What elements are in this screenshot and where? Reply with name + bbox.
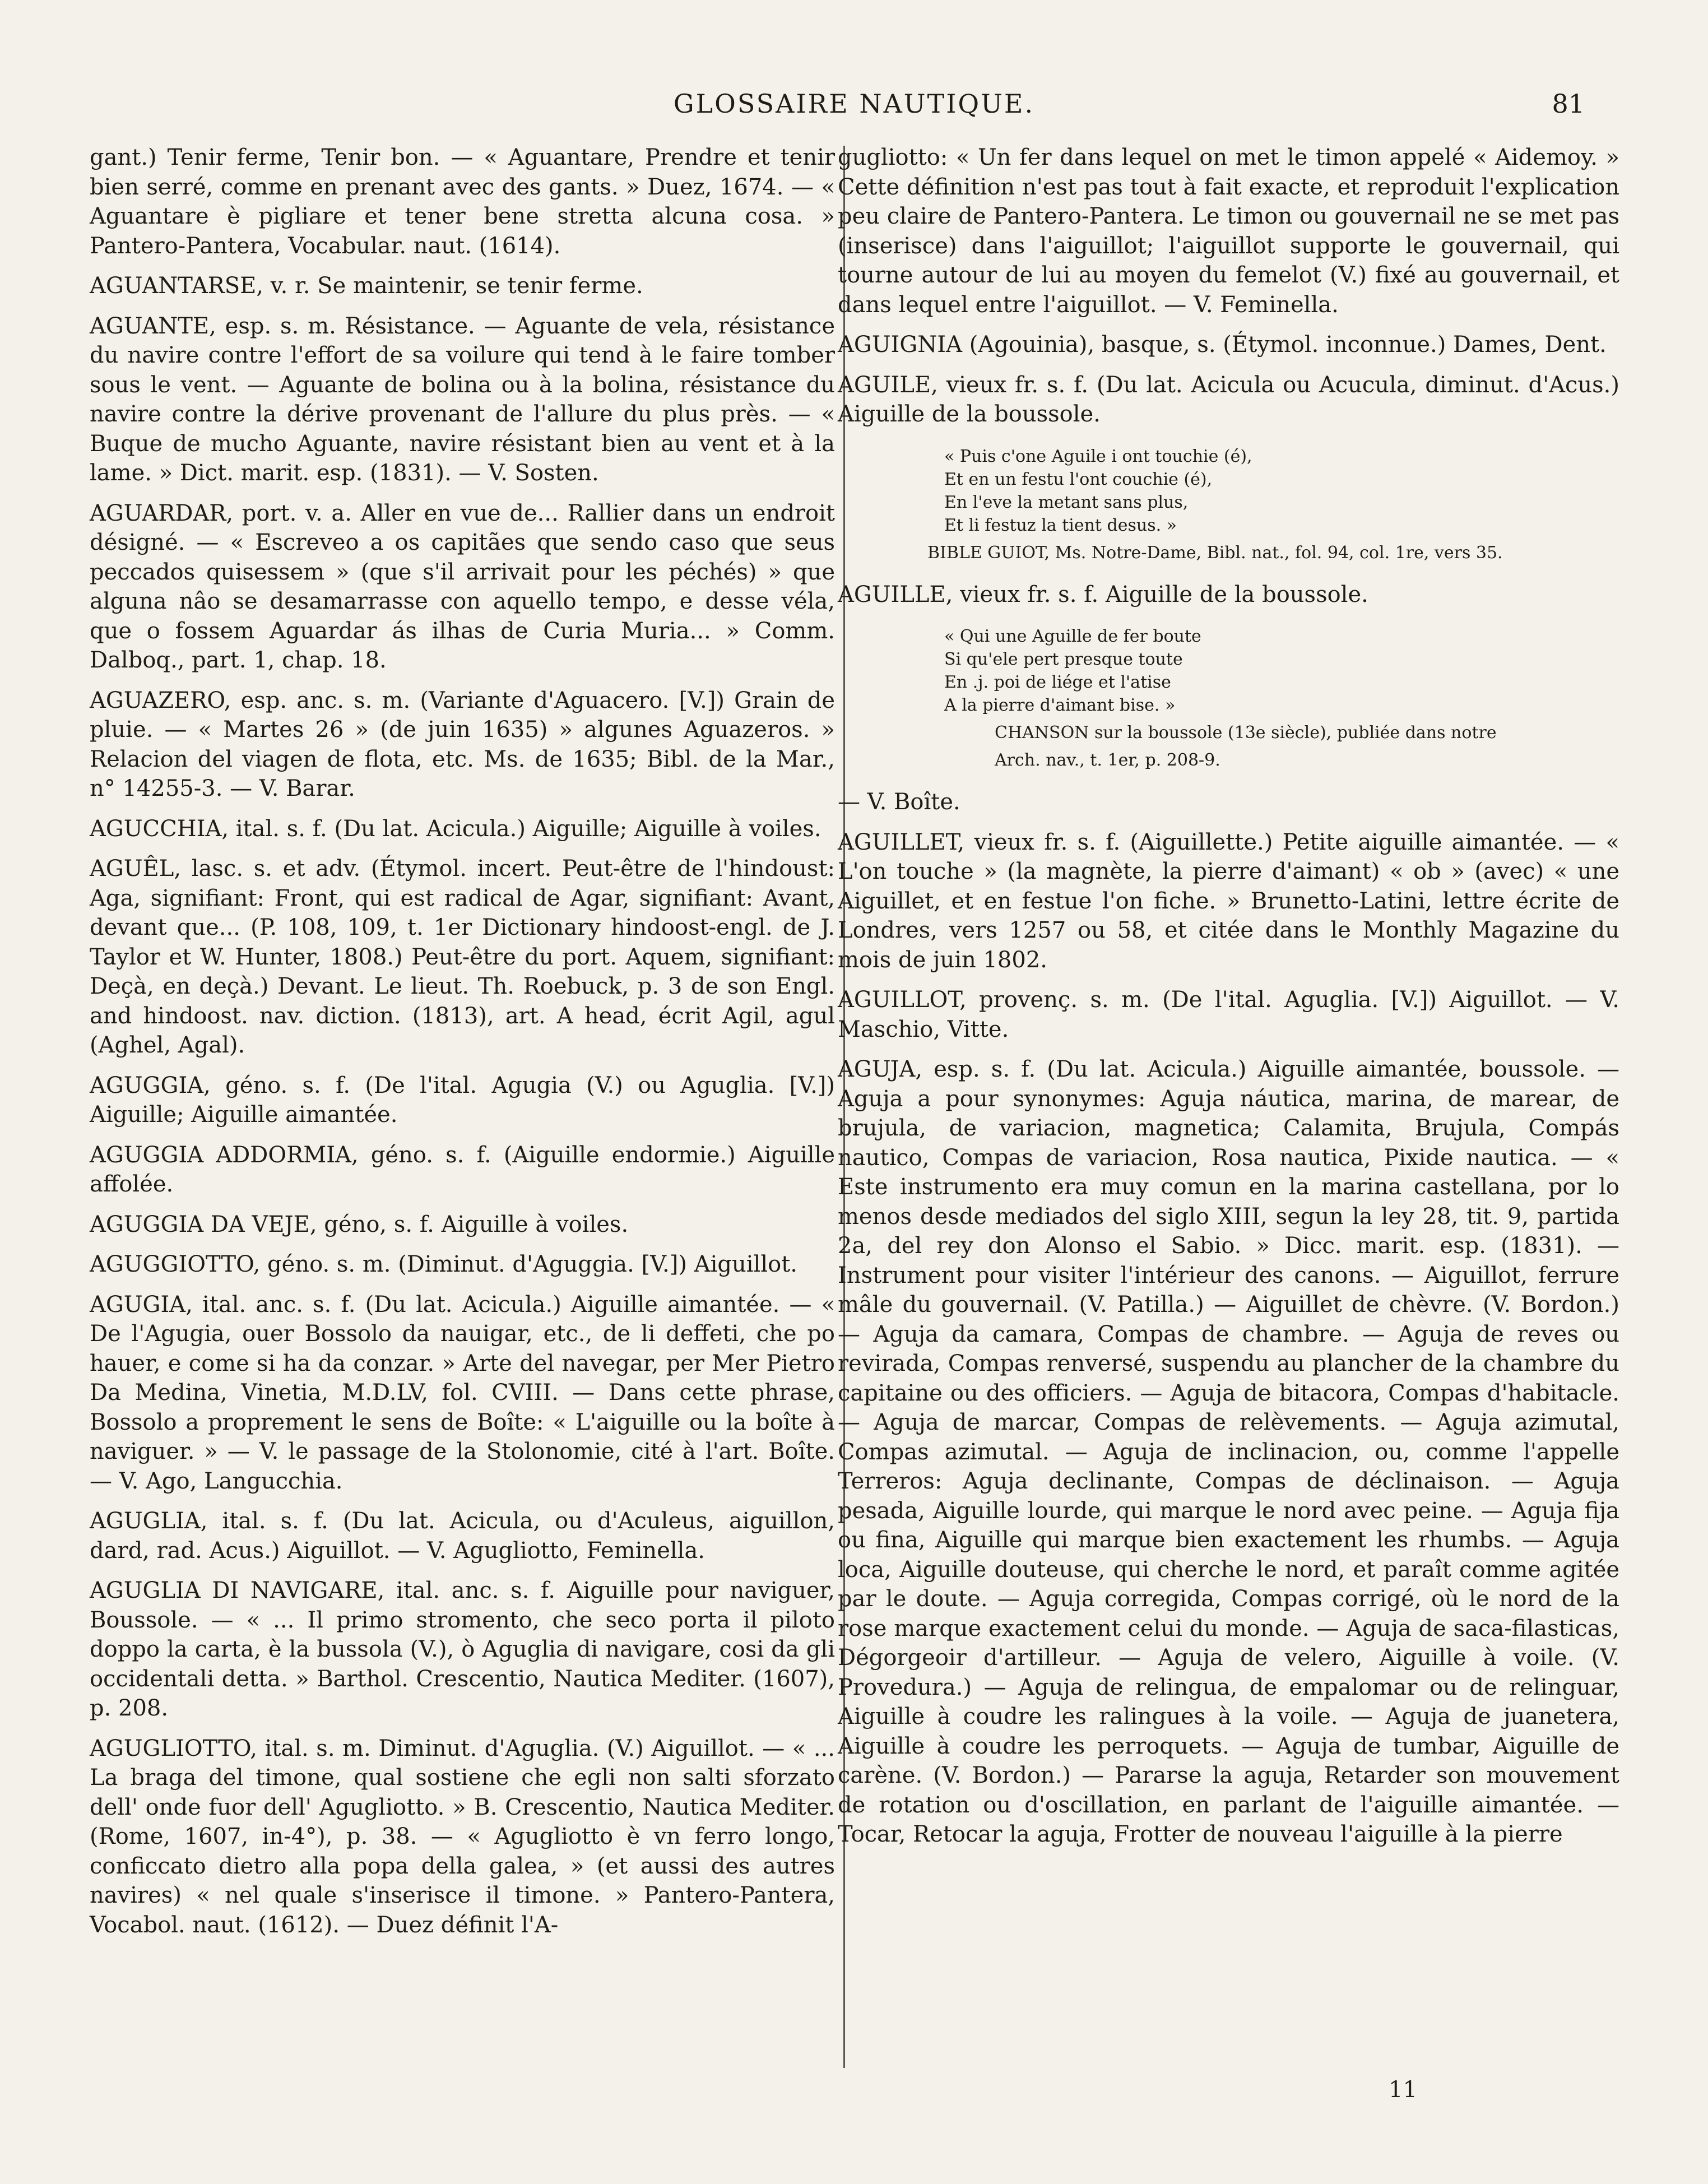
- right-column: [838, 143, 1619, 1860]
- entry: gant.) Tenir ferme, Tenir bon. — « Aguantare, Prendre et tenir bien serré, comme en prenant avec des gants. » Duez, 1674. — « Aguantare è pigliare et tener bene stretta alcuna cosa. » Pantero-Pantera, Vocabular. naut. (1614).: [90, 145, 835, 259]
- entry: AGUILE, vieux fr. s. f. (Du lat. Acicula ou Acucula, diminut. d'Acus.) Aiguille de la boussole.: [838, 372, 1619, 427]
- entry: AGUANTARSE, v. r. Se maintenir, se tenir ferme.: [90, 273, 643, 299]
- page-number: 81: [1552, 89, 1585, 119]
- entry: AGUJA, esp. s. f. (Du lat. Acicula.) Aiguille aimantée, boussole. — Aguja a pour synonymes: Aguja náutica, marina, de marear, de brujula, de variacion, magnetica; Calamita, Brujula, Compás nautico, Compas de variacion, Rosa nautica, Pixide nautica. — « Este instrumento era muy comun en la marina castellana, por lo menos desde mediados del siglo XIII, segun la ley 28, tit. 9, partida 2a, del rey don Alonso el Sabio. » Dicc. marit. esp. (1831). — Instrument pour visiter l'intérieur des canons. — Aiguillot, ferrure mâle du gouvernail. (V. Patilla.) — Aiguillet de chèvre. (V. Bordon.) — Aguja da camara, Compas de chambre. — Aguja de reves ou revirada, Compas renversé, suspendu au plancher de la chambre du capitaine ou des officiers. — Aguja de bitacora, Compas d'habitacle. — Aguja de marcar, Compas de relèvements. — Aguja azimutal, Compas azimutal. — Aguja de inclinacion, ou, comme l'appelle Terreros: Aguja declinante, Compas de déclinaison. — Aguja pesada, Aiguille lourde, qui marque le nord avec peine. — Aguja fija ou fina, Aiguille qui marque bien exactement les rhumbs. — Aguja loca, Aiguille douteuse, qui cherche le nord, et paraît comme agitée par le doute. — Aguja corregida, Compas corrigé, où le nord de la rose marque exactement celui du monde. — Aguja de saca-filasticas, Dégorgeoir d'artilleur. — Aguja de velero, Aiguille à voile. (V. Provedura.) — Aguja de relingua, de empalomar ou de relinguar, Aiguille à coudre les ralingues à la voile. — Aguja de juanetera, Aiguille à coudre les perroquets. — Aguja de tumbar, Aiguille de carène. (V. Bordon.) — Pararse la aguja, Retarder son mouvement de rotation ou d'oscillation, en parlant de l'aiguille aimantée. — Tocar, Retocar la aguja, Frotter de nouveau l'aiguille à la pierre: [838, 1056, 1619, 1847]
- entry: AGUGGIOTTO, géno. s. m. (Diminut. d'Aguggia. [V.]) Aiguillot.: [90, 1251, 797, 1277]
- entry: AGUGGIA ADDORMIA, géno. s. f. (Aiguille endormie.) Aiguille affolée.: [90, 1142, 835, 1197]
- verse-line: « Qui une Aguille de fer boute: [944, 627, 1201, 646]
- left-column: [90, 143, 835, 1950]
- verse-line: Et en un festu l'ont couchie (é),: [944, 469, 1213, 489]
- verse-quote: [944, 625, 1619, 772]
- entry: AGUIGNIA (Agouinia), basque, s. (Étymol. inconnue.) Dames, Dent.: [838, 332, 1607, 358]
- page-header: [84, 84, 1624, 123]
- running-title: GLOSSAIRE NAUTIQUE.: [673, 89, 1035, 119]
- entry: AGUGLIOTTO, ital. s. m. Diminut. d'Aguglia. (V.) Aiguillot. — « ... La braga del timone, qual sostiene che egli non salti sforzato dell' onde fuor dell' Agugliotto. » B. Crescentio, Nautica Mediter. (Rome, 1607, in-4°), p. 38. — « Agugliotto è vn ferro longo, conficcato dietro alla popa della galea, » (et aussi des autres navires) « nel quale s'inserisce il timone. » Pantero-Pantera, Vocabol. naut. (1612). — Duez définit l'A-: [90, 1735, 835, 1938]
- verse-line: Et li festuz la tient desus. »: [944, 515, 1177, 535]
- verse-line: Si qu'ele pert presque toute: [944, 650, 1183, 669]
- signature-mark: 11: [1389, 2077, 1417, 2103]
- entry: AGUÊL, lasc. s. et adv. (Étymol. incert. Peut-être de l'hindoust: Aga, signifiant: Front, qui est radical de Agar, signifiant: Avant, devant que... (P. 108, 109, t. 1er Dictionary hindoost-engl. de J. Taylor et W. Hunter, 1808.) Peut-être du port. Aquem, signifiant: Deçà, en deçà.) Devant. Le lieut. Th. Roebuck, p. 3 de son Engl. and hindoost. nav. diction. (1813), art. A head, écrit Agil, agul (Aghel, Agal).: [90, 856, 835, 1058]
- verse-quote: [927, 445, 1619, 564]
- entry: AGUARDAR, port. v. a. Aller en vue de... Rallier dans un endroit désigné. — « Escreveo a os capitães que sendo caso que seus peccados quisessem » (que s'il arrivait pour les péchés) » que alguna nâo se desamarrasse con aquello tempo, e desse véla, que o fossem Aguardar ás ilhas de Curia Muria... » Comm. Dalboq., part. 1, chap. 18.: [90, 500, 835, 673]
- entry: AGUGLIA DI NAVIGARE, ital. anc. s. f. Aiguille pour naviguer, Boussole. — « ... Il primo stromento, che seco porta il piloto doppo la carta, è la bussola (V.), ò Aguglia di navigare, cosi da gli occidentali detta. » Barthol. Crescentio, Nautica Mediter. (1607), p. 208.: [90, 1578, 835, 1721]
- entry: AGUANTE, esp. s. m. Résistance. — Aguante de vela, résistance du navire contre l'effort de sa voilure qui tend à le faire tomber sous le vent. — Aguante de bolina ou à la bolina, résistance du navire contre la dérive provenant de l'allure du plus près. — « Buque de mucho Aguante, navire résistant bien au vent et à la lame. » Dict. marit. esp. (1831). — V. Sosten.: [90, 313, 835, 486]
- entry: AGUILLE, vieux fr. s. f. Aiguille de la boussole.: [838, 581, 1368, 608]
- entry: AGUGLIA, ital. s. f. (Du lat. Acicula, ou d'Aculeus, aiguillon, dard, rad. Acus.) Aiguillot. — V. Agugliotto, Feminella.: [90, 1508, 835, 1564]
- quote-source: BIBLE GUIOT, Ms. Notre-Dame, Bibl. nat., fol. 94, col. 1re, vers 35.: [927, 542, 1503, 563]
- entry: — V. Boîte.: [838, 789, 960, 815]
- entry: AGUILLET, vieux fr. s. f. (Aiguillette.) Petite aiguille aimantée. — « L'on touche » (la magnète, la pierre d'aimant) « ob » (avec) « une Aiguillet, et en festue l'on fiche. » Brunetto-Latini, lettre écrite de Londres, vers 1257 ou 58, et citée dans le Monthly Magazine du mois de juin 1802.: [838, 829, 1619, 973]
- entry: AGUAZERO, esp. anc. s. m. (Variante d'Aguacero. [V.]) Grain de pluie. — « Martes 26 » (de juin 1635) » algunes Aguazeros. » Relacion del viagen de flota, etc. Ms. de 1635; Bibl. de la Mar., n° 14255-3. — V. Barar.: [90, 687, 835, 801]
- quote-source: CHANSON sur la boussole (13e siècle), publiée dans notre: [995, 723, 1497, 743]
- verse-line: En l'eve la metant sans plus,: [944, 492, 1189, 512]
- entry: AGUCCHIA, ital. s. f. (Du lat. Acicula.) Aiguille; Aiguille à voiles.: [90, 815, 821, 842]
- verse-line: « Puis c'one Aguile i ont touchie (é),: [944, 446, 1252, 466]
- verse-line: A la pierre d'aimant bise. »: [944, 695, 1176, 715]
- entry: AGUGGIA DA VEJE, géno, s. f. Aiguille à voiles.: [90, 1211, 629, 1237]
- entry: gugliotto: « Un fer dans lequel on met le timon appelé « Aidemoy. » Cette définition n'est pas tout à fait exacte, et reproduit l'explication peu claire de Pantero-Pantera. Le timon ou gouvernail ne se met pas (inserisce) dans l'aiguillot; l'aiguillot supporte le gouvernail, qui tourne autour de lui au moyen du femelot (V.) fixé au gouvernail, et dans lequel entre l'aiguillot. — V. Feminella.: [838, 145, 1619, 318]
- entry: AGUGIA, ital. anc. s. f. (Du lat. Acicula.) Aiguille aimantée. — « De l'Agugia, ouer Bossolo da nauigar, etc., de li deffeti, che po hauer, e come si ha da conzar. » Arte del navegar, per Mer Pietro Da Medina, Vinetia, M.D.LV, fol. CVIII. — Dans cette phrase, Bossolo a proprement le sens de Boîte: « L'aiguille ou la boîte à naviguer. » — V. le passage de la Stolonomie, cité à l'art. Boîte. — V. Ago, Langucchia.: [90, 1291, 835, 1494]
- entry: AGUILLOT, provenç. s. m. (De l'ital. Aguglia. [V.]) Aiguillot. — V. Maschio, Vitte.: [838, 987, 1619, 1042]
- verse-line: En .j. poi de liége et l'atise: [944, 673, 1171, 692]
- quote-source: Arch. nav., t. 1er, p. 208-9.: [995, 750, 1220, 770]
- entry: AGUGGIA, géno. s. f. (De l'ital. Agugia (V.) ou Aguglia. [V.]) Aiguille; Aiguille aimantée.: [90, 1072, 835, 1128]
